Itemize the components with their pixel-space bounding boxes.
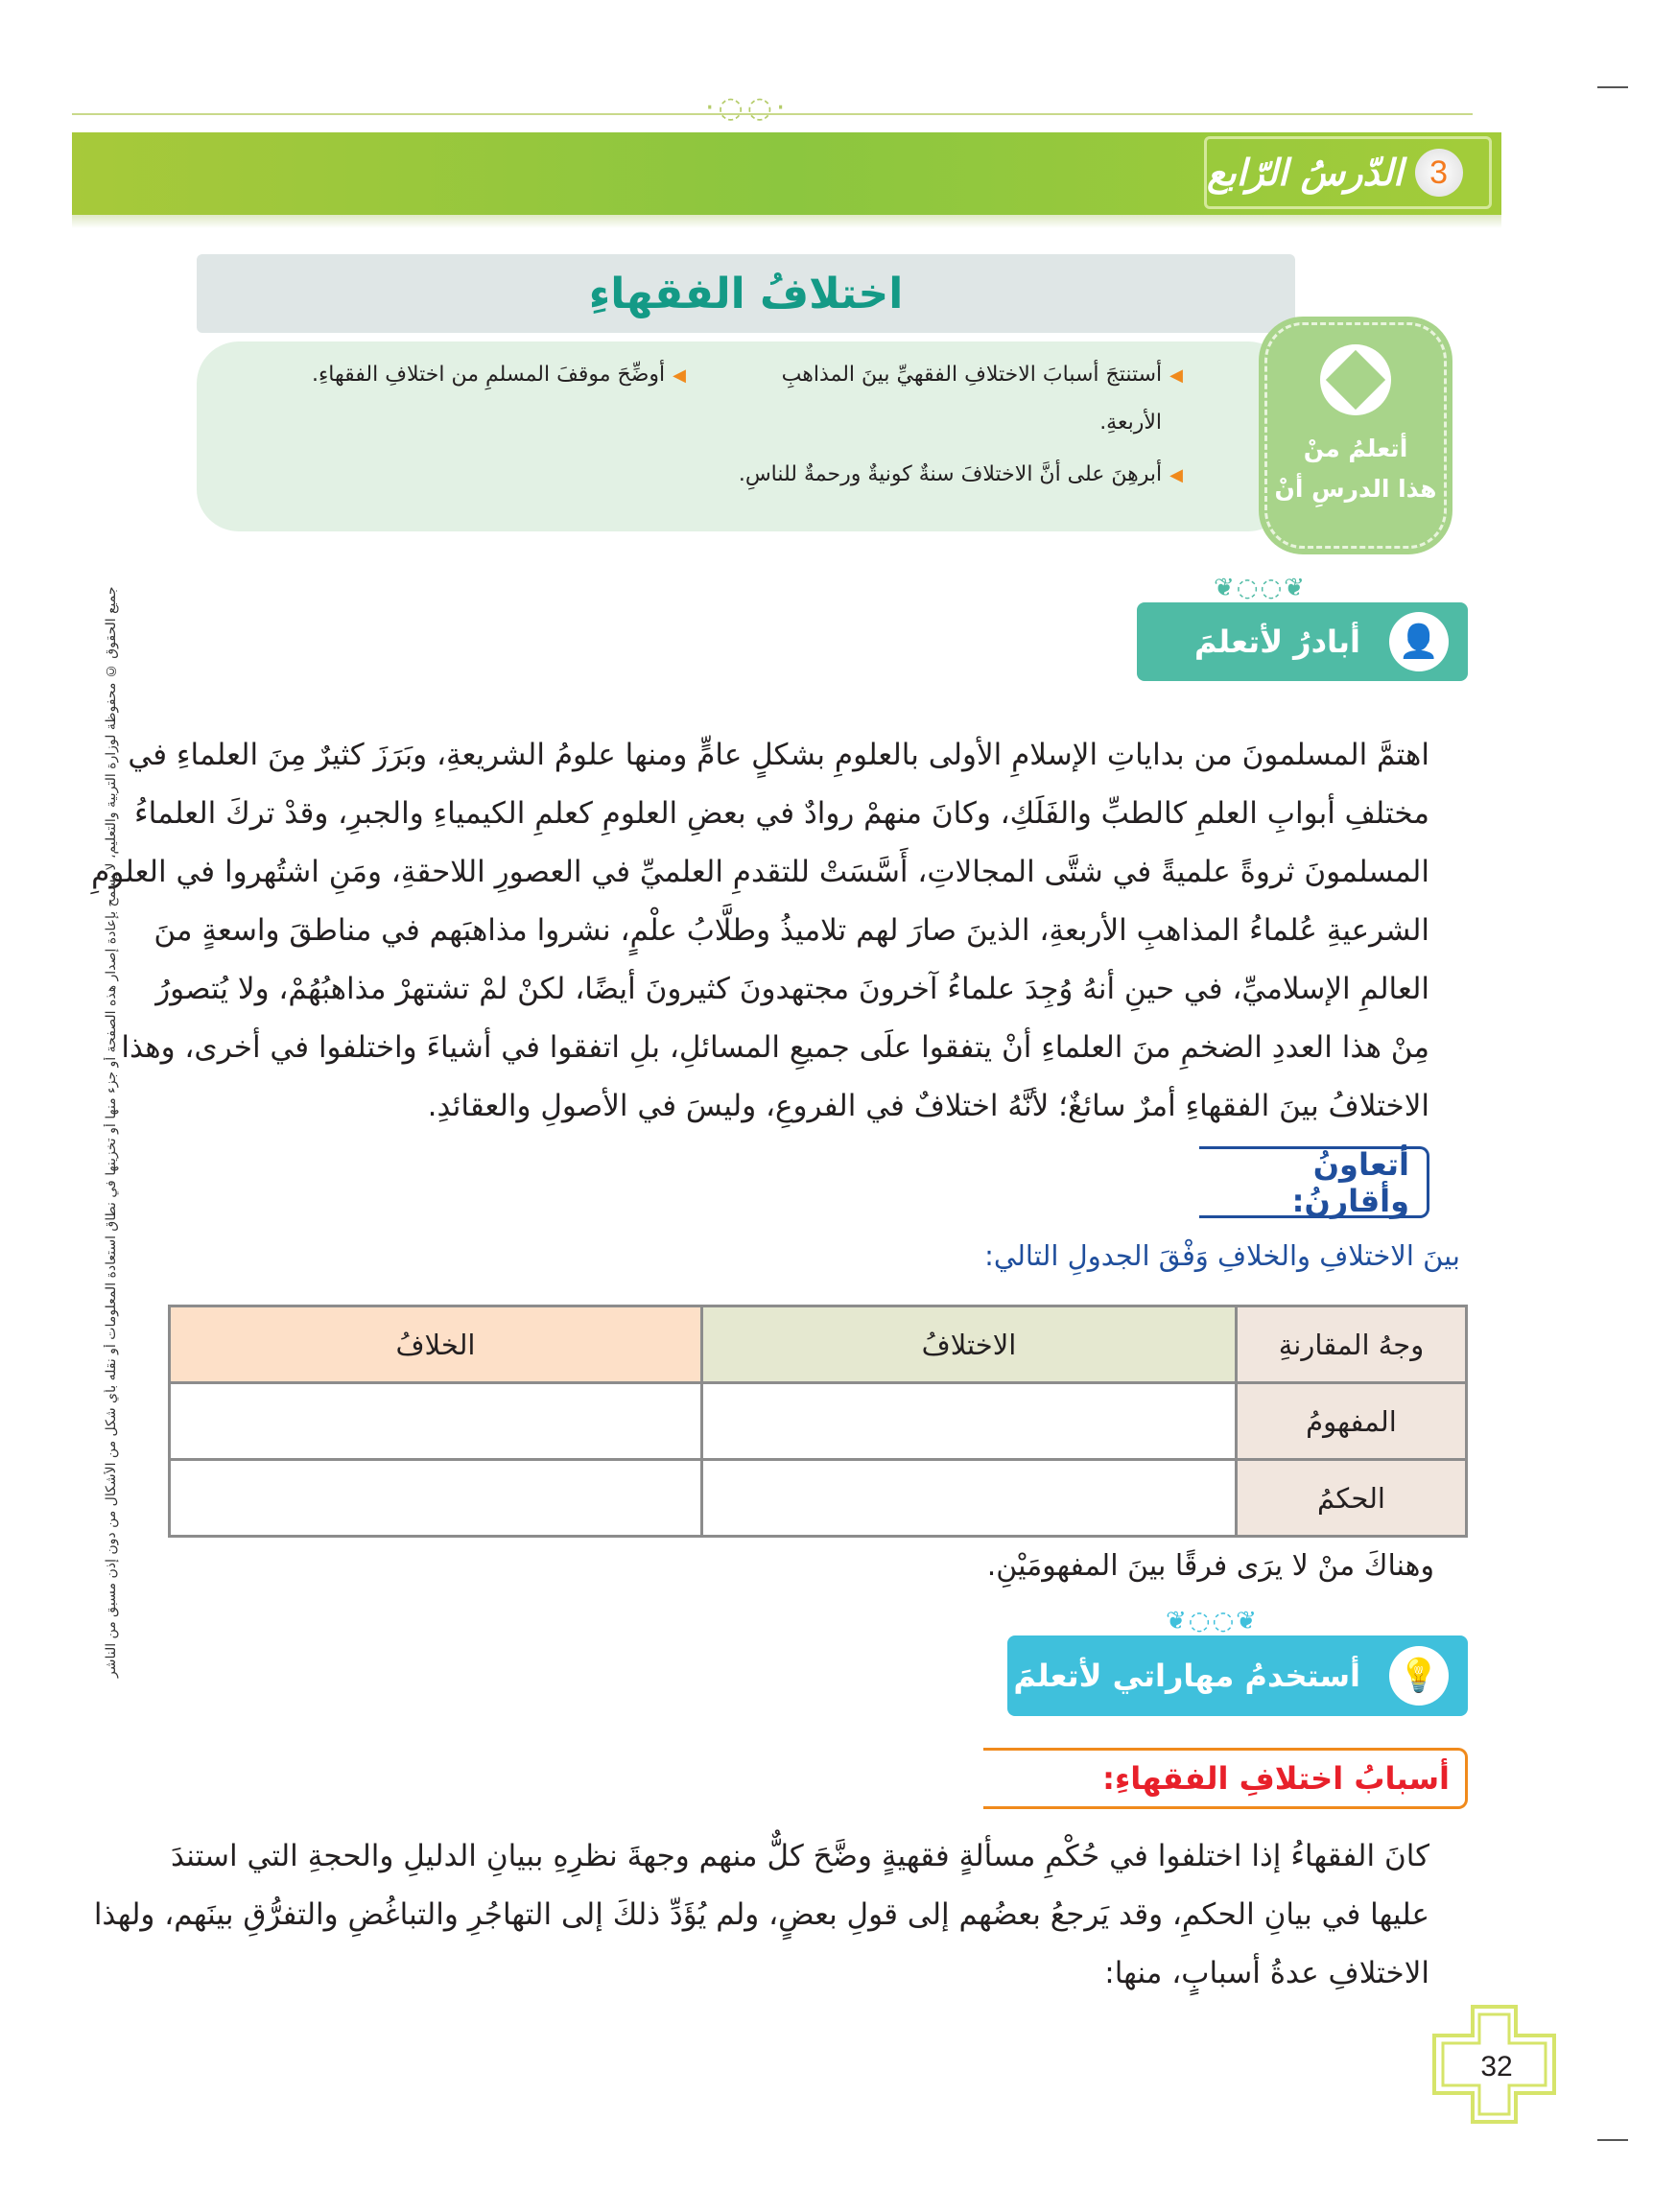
paragraph-line: الاختلافِ عدةُ أسبابٍ، منها: bbox=[1104, 1956, 1429, 1990]
lesson-number: 3 bbox=[1415, 149, 1463, 197]
section-header-initiate bbox=[1137, 602, 1468, 681]
answer-cell[interactable] bbox=[702, 1383, 1237, 1460]
paragraph-line: عليها في بيانِ الحكمِ، وقد يَرجعُ بعضُهم إلى قولِ بعضٍ، ولم يُؤَدِّ ذلكَ إلى التهاجُرِ والتباغُضِ والتفرُّقِ بينَهم، ولهذا bbox=[93, 1897, 1429, 1932]
ornament-icon: ❦◌◌❦ bbox=[1166, 1607, 1259, 1635]
star-icon bbox=[1320, 344, 1391, 415]
paragraph-line: العالمِ الإسلاميِّ، في حينِ أنهُ وُجِدَ علماءُ آخرونَ مجتهدونَ كثيرونَ أيضًا، لكنْ لمْ تشتهرْ مذاهبُهُمْ، ولا يُتصورُ bbox=[155, 972, 1429, 1006]
section-header-skills bbox=[1007, 1635, 1468, 1716]
paragraph-line: مِنْ هذا العددِ الضخمِ منَ العلماءِ أنْ يتفقوا علَى جميعِ المسائلِ، بلِ اتفقوا في أشياءَ واختلفوا في أخرى، وهذا bbox=[121, 1030, 1429, 1065]
badge-line: هذا الدرسِ أنْ bbox=[1274, 475, 1437, 503]
note-text: وهناكَ منْ لا يرَى فرقًا بينَ المفهومَيْنِ. bbox=[986, 1549, 1434, 1583]
header-cell: الاختلافُ bbox=[702, 1306, 1237, 1383]
answer-cell[interactable] bbox=[170, 1383, 702, 1460]
answer-cell[interactable] bbox=[702, 1460, 1237, 1537]
paragraph-line: الشرعيةِ عُلماءُ المذاهبِ الأربعةِ، الذينَ صارَ لهم تلاميذُ وطلَّابُ علْمٍ، نشروا مذاهبَهم في مناطقَ واسعةٍ منَ bbox=[153, 913, 1429, 948]
header-cell: وجهُ المقارنةِ bbox=[1237, 1306, 1467, 1383]
objectives-badge bbox=[1264, 322, 1447, 549]
causes-paragraph bbox=[93, 1827, 1429, 2003]
page-title: اختلافُ الفقهاءِ bbox=[588, 269, 904, 318]
paragraph-line: كانَ الفقهاءُ إذا اختلفوا في حُكْمِ مسألةٍ فقهيةٍ وضَّحَ كلٌّ منهم وجهةَ نظرِهِ ببيانِ الدليلِ والحجةِ التي استندَ bbox=[171, 1839, 1429, 1873]
lesson-title: الدّرسُ الرّابع bbox=[1207, 152, 1404, 194]
section-title: أستخدمُ مهاراتي لأتعلمَ bbox=[1013, 1658, 1360, 1694]
page-title-box bbox=[197, 254, 1295, 333]
row-header: الحكمُ bbox=[1237, 1460, 1467, 1537]
lightbulb-icon: 💡 bbox=[1389, 1646, 1449, 1706]
cooperate-heading: أتعاونُ وأقارنُ: bbox=[1199, 1146, 1429, 1218]
objective-item: ◀أستنتجَ أسبابَ الاختلافِ الفقهيِّ بينَ المذاهبِ bbox=[781, 363, 1183, 387]
table-row bbox=[170, 1460, 1467, 1537]
paragraph-line: الاختلافُ بينَ الفقهاءِ أمرٌ سائغٌ؛ لأنَّهُ اختلافٌ في الفروعِ، وليسَ في الأصولِ والعقائدِ. bbox=[427, 1089, 1429, 1123]
ornament-icon: ❦◌◌❦ bbox=[1214, 574, 1307, 602]
paragraph-line: المسلمونَ ثروةً علميةً في شتَّى المجالاتِ، أَسَّسَتْ للتقدمِ العلميِّ في العصورِ اللاحقةِ، ومَنِ اشتُهروا في العلومِ bbox=[91, 855, 1429, 889]
lesson-label bbox=[1204, 136, 1492, 209]
ornament-icon: ·◌◌· bbox=[705, 91, 790, 125]
answer-cell[interactable] bbox=[170, 1460, 702, 1537]
bullet-arrow-icon: ◀ bbox=[673, 365, 686, 386]
copyright-notice: جميع الحقوق © محفوظة لوزارة التربية والتعليم، لا يسمح بإعادة إصدار هذه الصفحة أو جزء منها أو تخزينها في نطاق استعادة المعلومات أو نقله بأي شكل من الأشكال من دون إذن مسبق من الناشر bbox=[104, 586, 119, 1678]
causes-heading: أسبابُ اختلافِ الفقهاءِ: bbox=[983, 1748, 1468, 1809]
badge-line: أتعلمُ منْ bbox=[1303, 435, 1408, 462]
table-row bbox=[170, 1383, 1467, 1460]
section-title: أبادرُ لأتعلمَ bbox=[1193, 624, 1360, 660]
bullet-arrow-icon: ◀ bbox=[1169, 365, 1183, 386]
intro-paragraph bbox=[91, 726, 1429, 1136]
learner-stairs-icon: 👤 bbox=[1389, 612, 1449, 671]
table-instruction: بينَ الاختلافِ والخلافِ وَفْقَ الجدولِ التالي: bbox=[984, 1239, 1460, 1272]
objective-item: ◀أوضِّحَ موقفَ المسلمِ من اختلافِ الفقهاءِ. bbox=[311, 363, 686, 387]
paragraph-line: مختلفِ أبوابِ العلمِ كالطبِّ والفَلَكِ، وكانَ منهمْ روادٌ في بعضِ العلومِ كعلمِ الكيمياءِ والجبرِ، وقدْ تركَ العلماءُ bbox=[134, 796, 1429, 831]
margin-mark bbox=[1597, 2139, 1628, 2141]
page-number: 32 bbox=[1480, 2051, 1513, 2083]
objective-item-cont: الأربعةِ. bbox=[1099, 411, 1162, 435]
objective-item: ◀أبرهِنَ على أنَّ الاختلافَ سنةٌ كونيةٌ ورحمةٌ للناسِ. bbox=[738, 462, 1183, 486]
header-cell: الخلافُ bbox=[170, 1306, 702, 1383]
bullet-arrow-icon: ◀ bbox=[1169, 465, 1183, 485]
paragraph-line: اهتمَّ المسلمونَ من بداياتِ الإسلامِ الأولى بالعلومِ بشكلٍ عامٍّ ومنها علومُ الشريعةِ، وبَرَزَ كثيرٌ مِنَ العلماءِ في bbox=[128, 738, 1429, 772]
table-header-row bbox=[170, 1306, 1467, 1383]
margin-mark bbox=[1597, 86, 1628, 88]
comparison-table bbox=[168, 1305, 1468, 1538]
row-header: المفهومُ bbox=[1237, 1383, 1467, 1460]
